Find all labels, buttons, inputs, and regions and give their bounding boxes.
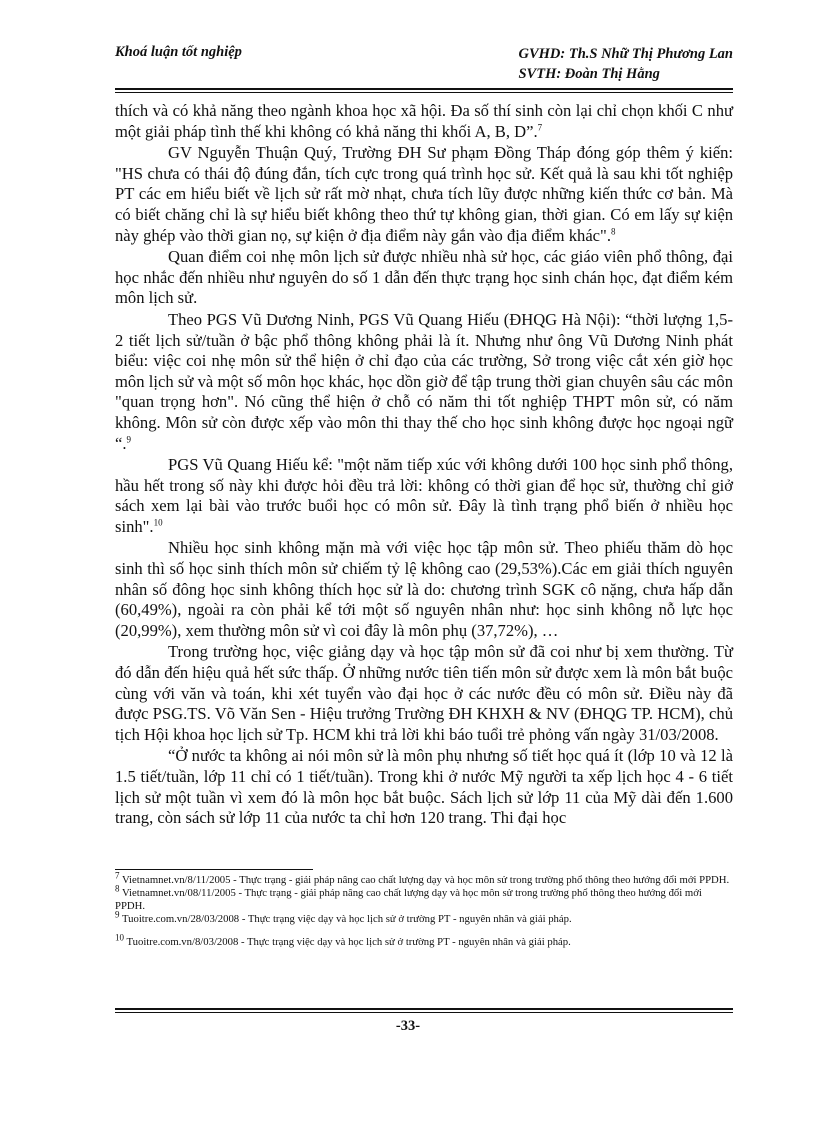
header-student: SVTH: Đoàn Thị Hằng [518,66,660,82]
page-header [115,44,733,84]
footnote-8: $^8$ Vietnamnet.vn/08/11/2005 - Thực trạng - giải pháp nâng cao chất lượng dạy và học môn sử trong trường phổ thông theo hướng đổi mới PPDH. [115,883,702,912]
header-supervisor: GVHD: Th.S Nhữ Thị Phương Lan [518,46,733,62]
paragraph-6: Nhiều học sinh không mặn mà với việc học tập môn sử. Theo phiếu thăm dò học sinh thì số học sinh thích môn sử chiếm tỷ lệ không cao (29,53%).Các em giải thích nguyên nhân số đông học sinh không thích học sử là do: chương trình SGK cô nặng, chưa hấp dẫn (60,49%), ngoài ra còn phải kể tới một số nguyên nhân như: học sinh không nỗ lực học (20,99%), xem thường môn sử vì coi đây là môn phụ (37,72%), … [115,538,733,640]
header-thesis-title: Khoá luận tốt nghiệp [115,44,242,60]
page-number: -33- [395,1018,421,1034]
footnote-9: $^9$ Tuoitre.com.vn/28/03/2008 - Thực trạng việc dạy và học lịch sử ở trường PT - nguyên nhân và giải pháp. [115,909,572,925]
paragraph-5: PGS Vũ Quang Hiếu kể: "một năm tiếp xúc với không dưới 100 học sinh phổ thông, hầu hết trong số này khi được hỏi đều trả lời: không có thời gian để học sử, thường chỉ giở sách xem lại bài vào trước buổi học có môn sử. Đây là tình trạng phổ biến ở nhiều học sinh".$^{10}$ [115,455,733,536]
paragraph-2: GV Nguyễn Thuận Quý, Trường ĐH Sư phạm Đồng Tháp đóng góp thêm ý kiến: "HS chưa có thái độ đúng đắn, tích cực trong quá trình học sử. Kết quả là sau khi tốt nghiệp PT các em hiểu biết về lịch sử rất mờ nhạt, chưa tích lũy được những kiến thức cơ bản. Mà có biết chăng chỉ là sự hiểu biết không theo thứ tự không gian, thời gian. Có em lấy sự kiện này ghép vào thời gian nọ, sự kiện ở địa điểm này gắn vào địa điểm khác".$^8$ [115,143,733,245]
footnote-7: $^7$ Vietnamnet.vn/8/11/2005 - Thực trạng - giải pháp nâng cao chất lượng dạy và học môn sử trong trường phổ thông theo hướng đổi mới PPDH. [115,870,730,886]
paragraph-7: Trong trường học, việc giảng dạy và học tập môn sử đã coi như bị xem thường. Từ đó dẫn đến hiệu quả hết sức thấp. Ở những nước tiên tiến môn sử được xem là môn bắt buộc cùng với văn và toán, khi xét tuyển vào đại học ở các nước đều có môn sử. Điều này đã được PSG.TS. Võ Văn Sen - Hiệu trưởng Trường ĐH KHXH & NV (ĐHQG TP. HCM), chủ tịch Hội khoa học lịch sử Tp. HCM khi trả lời khi báo tuổi trẻ phỏng vấn ngày 31/03/2008. [115,642,733,744]
footnote-ref-7: 7 [537,122,543,133]
body-text [115,101,733,830]
header-supervisor-block [518,44,733,84]
footer-rule [115,1008,733,1013]
footnote-ref-10: 10 [153,517,163,528]
footnote-10: $^{10}$ Tuoitre.com.vn/8/03/2008 - Thực trạng việc dạy và học lịch sử ở trường PT - nguyên nhân và giải pháp. [115,932,571,948]
footnote-separator [115,869,313,870]
header-rule [115,88,733,93]
footnote-ref-8: 8 [610,226,616,237]
paragraph-8: “Ở nước ta không ai nói môn sử là môn phụ nhưng số tiết học quá ít (lớp 10 và 12 là 1.5 tiết/tuần, lớp 11 chỉ có 1 tiết/tuần). Trong khi ở nước Mỹ người ta xếp lịch học 4 - 6 tiết lịch sử một tuần vì xem đó là môn học bắt buộc. Sách lịch sử lớp 11 của Mỹ dài đến 1.600 trang, còn sách sử lớp 11 của nước ta chỉ hơn 120 trang. Thi đại học [115,746,733,828]
paragraph-4: Theo PGS Vũ Dương Ninh, PGS Vũ Quang Hiếu (ĐHQG Hà Nội): “thời lượng 1,5-2 tiết lịch sử/tuần ở bậc phổ thông không phải là ít. Nhưng như ông Vũ Dương Ninh phát biểu: việc coi nhẹ môn sử thể hiện ở chỉ đạo của các trường, Sở trong việc cắt xén giờ học môn lịch sử và một số môn học khác, học dồn giờ để tập trung thời gian chuyên sâu các môn "quan trọng hơn". Nó cũng thể hiện ở chỗ có năm thi tốt nghiệp THPT môn sử, có năm không. Môn sử còn được xếp vào môn thi thay thế cho học sinh không được học ngoại ngữ “.$^9$ [115,309,733,453]
footnotes [115,870,733,949]
footnote-ref-9: 9 [126,433,132,444]
paragraph-1: thích và có khả năng theo ngành khoa học xã hội. Đa số thí sinh còn lại chỉ chọn khối C như một giải pháp tình thế khi không có khả năng thi khối A, B, D”.$^7$ [115,101,733,141]
paragraph-3: Quan điểm coi nhẹ môn lịch sử được nhiều nhà sử học, các giáo viên phổ thông, đại học nhắc đến nhiều như nguyên do số 1 dẫn đến thực trạng học sinh chán học, đạt điểm kém môn lịch sử. [115,247,733,308]
